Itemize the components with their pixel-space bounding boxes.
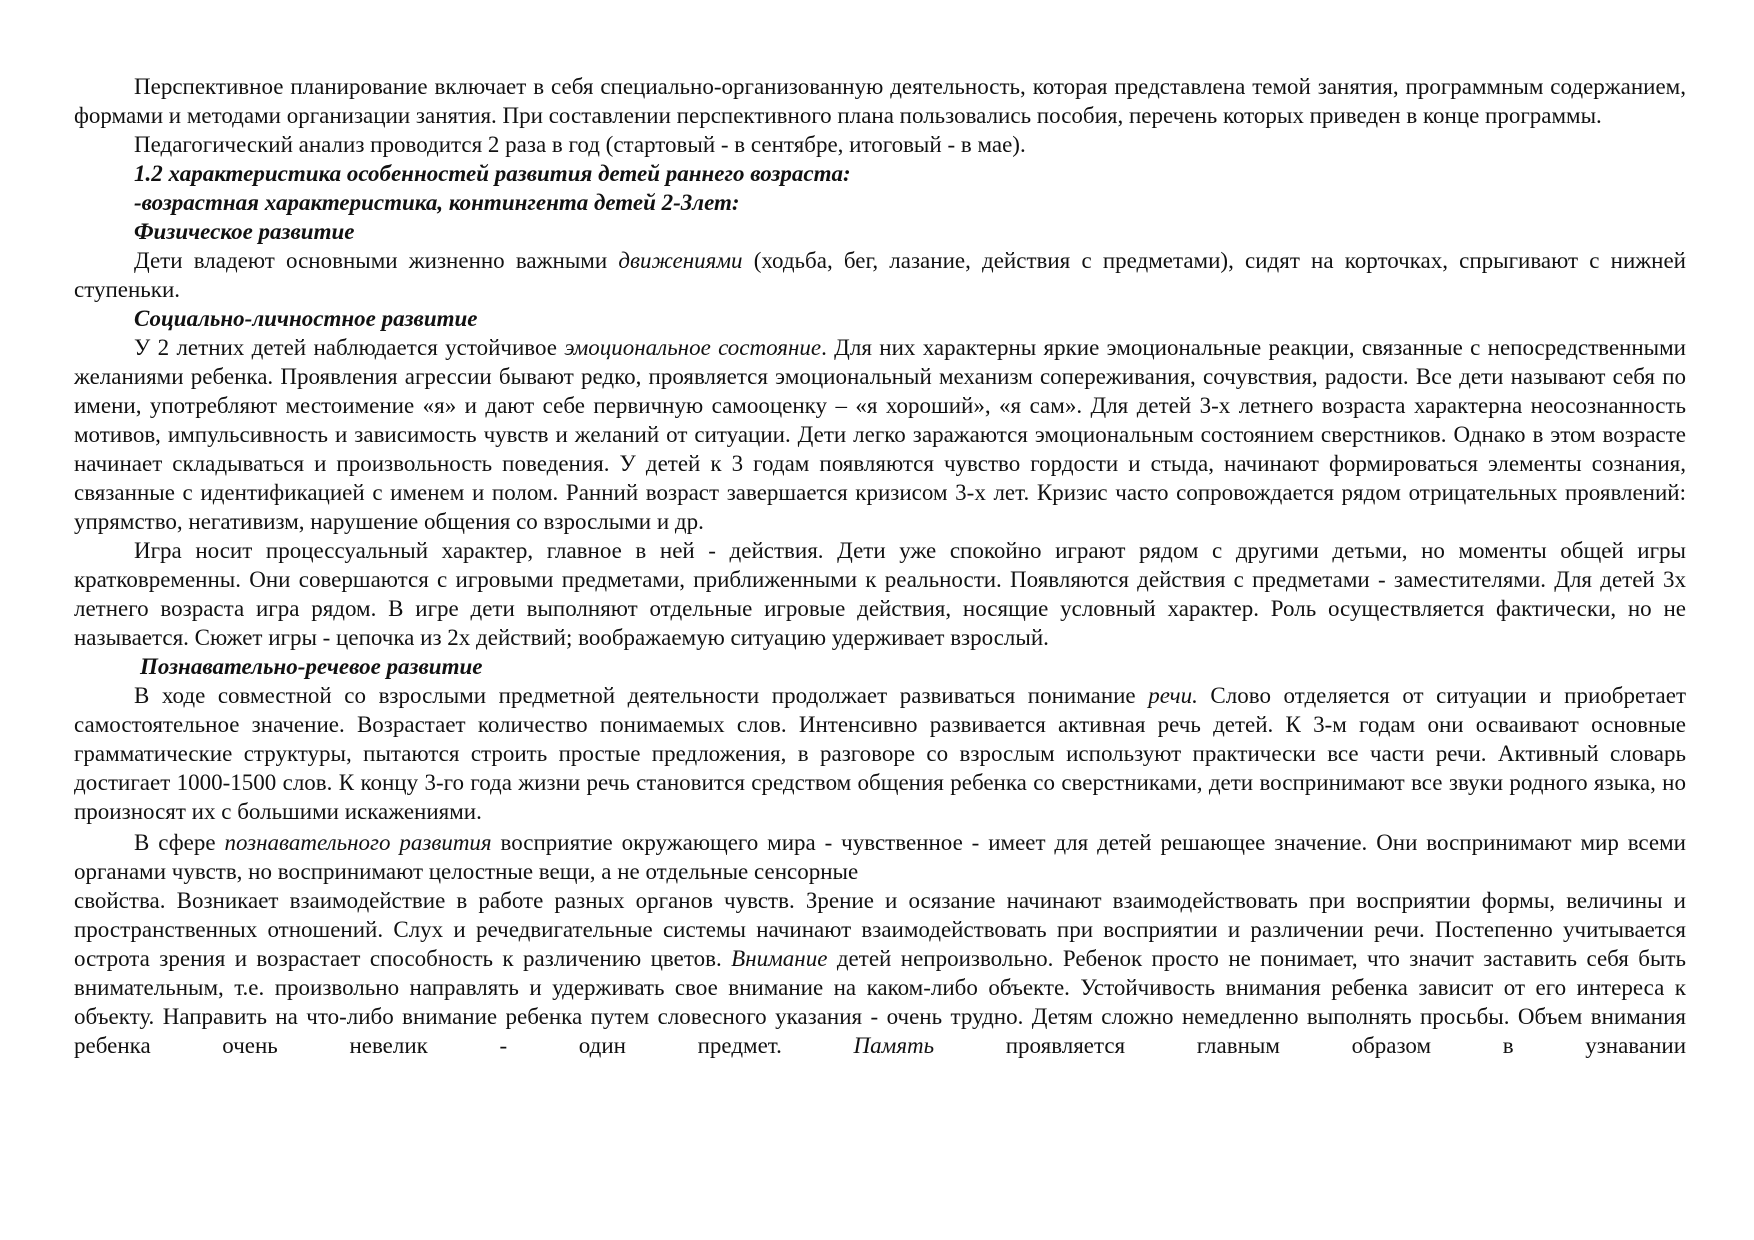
emphasis-text: движениями [618, 248, 743, 273]
document-page [74, 72, 1686, 1060]
paragraph-cognitive [74, 828, 1686, 886]
text-segment: восприятие окружающего мира - чувственное - имеет для детей решающее значение. Они воспринимают мир всеми органами чувств, но воспринимают целостные вещи, а не отдельные сенсорные [74, 830, 1686, 884]
emphasis-text: Внимание [731, 946, 828, 971]
paragraph-social-development [74, 333, 1686, 536]
text-segment: . Для них характерны яркие эмоциональные реакции, связанные с непосредственными желаниями ребенка. Проявления агрессии бывают редко, проявляется эмоциональный механизм сопереживания, сочувствия, радости. Все дети называют себя по имени, употребляют местоимение «я» и дают себе первичную самооценку – «я хороший», «я сам». Для детей 3-х летнего возраста характерна неосознанность мотивов, импульсивность и зависимость чувств и желаний от ситуации. Дети легко заражаются эмоциональным состоянием сверстников. Однако в этом возрасте начинает складываться и произвольность поведения. У детей к 3 годам появляются чувство гордости и стыда, начинают формироваться элементы сознания, связанные с идентификацией с именем и полом. Ранний возраст завершается кризисом 3-х лет. Кризис часто сопровождается рядом отрицательных проявлений: упрямство, негативизм, нарушение общения со взрослыми и др. [74, 335, 1686, 534]
emphasis-text: Память [853, 1033, 935, 1058]
text-segment: У 2 летних детей наблюдается устойчивое [134, 335, 565, 360]
emphasis-text: речи. [1148, 683, 1198, 708]
paragraph-speech [74, 681, 1686, 826]
subheading-age-characteristics: -возрастная характеристика, контингента детей 2-3лет: [134, 190, 740, 215]
text-segment: проявляется главным образом в узнавании [934, 1033, 1686, 1058]
paragraph-planning: Перспективное планирование включает в себя специально-организованную деятельность, которая представлена темой занятия, программным содержанием, формами и методами организации занятия. При составлении перспективного плана пользовались пособия, перечень которых приведен в конце программы. [74, 74, 1686, 128]
emphasis-text: познавательного развития [224, 830, 492, 855]
text-segment: Слово отделяется от ситуации и приобретает самостоятельное значение. Возрастает количество понимаемых слов. Интенсивно развивается активная речь детей. К 3-м годам они осваивают основные грамматические структуры, пытаются строить простые предложения, в разговоре со взрослым используют практически все части речи. Активный словарь достигает 1000-1500 слов. К концу 3-го года жизни речь становится средством общения ребенка со сверстниками, дети воспринимают все звуки родного языка, но произносят их с большими искажениями. [74, 683, 1686, 824]
text-segment: свойства. Возникает взаимодействие в работе разных органов чувств. Зрение и осязание начинают взаимодействовать при восприятии формы, величины и пространственных отношений. Слух и речедвигательные системы начинают взаимодействовать при восприятии и различении речи. Постепенно учитывается острота зрения и возрастает способность к различению цветов. [74, 888, 1686, 971]
subheading-cognitive-speech-development: Познавательно-речевое развитие [140, 654, 483, 679]
emphasis-text: эмоциональное состояние [564, 335, 822, 360]
section-heading-characteristics: 1.2 характеристика особенностей развития детей раннего возраста: [134, 161, 851, 186]
paragraph-play: Игра носит процессуальный характер, главное в ней - действия. Дети уже спокойно играют рядом с другими детьми, но моменты общей игры кратковременны. Они совершаются с игровыми предметами, приближенными к реальности. Появляются действия с предметами - заместителями. Для детей 3х летнего возраста игра рядом. В игре дети выполняют отдельные игровые действия, носящие условный характер. Роль осуществляется фактически, но не называется. Сюжет игры - цепочка из 2х действий; воображаемую ситуацию удерживает взрослый. [74, 538, 1686, 650]
paragraph-perception-attention [74, 886, 1686, 1060]
subheading-social-development: Социально-личностное развитие [134, 306, 478, 331]
text-segment: В ходе совместной со взрослыми предметной деятельности продолжает развиваться понимание [134, 683, 1149, 708]
paragraph-physical-development [74, 246, 1686, 304]
subheading-physical-development: Физическое развитие [134, 219, 355, 244]
text-segment: Дети владеют основными жизненно важными [134, 248, 619, 273]
text-segment: (ходьба, бег, лазание, действия с предметами), сидят на корточках, спрыгивают с нижней ступеньки. [74, 248, 1686, 302]
paragraph-pedagogical-analysis: Педагогический анализ проводится 2 раза в год (стартовый - в сентябре, итоговый - в мае). [134, 132, 1026, 157]
text-segment: В сфере [134, 830, 225, 855]
text-segment: детей непроизвольно. Ребенок просто не понимает, что значит заставить себя быть внимательным, т.е. произвольно направлять и удерживать свое внимание на каком-либо объекте. Устойчивость внимания ребенка зависит от его интереса к объекту. Направить на что-либо внимание ребенка путем словесного указания - очень трудно. Детям сложно немедленно выполнять просьбы. Объем внимания ребенка очень невелик - один предмет. [74, 946, 1686, 1058]
